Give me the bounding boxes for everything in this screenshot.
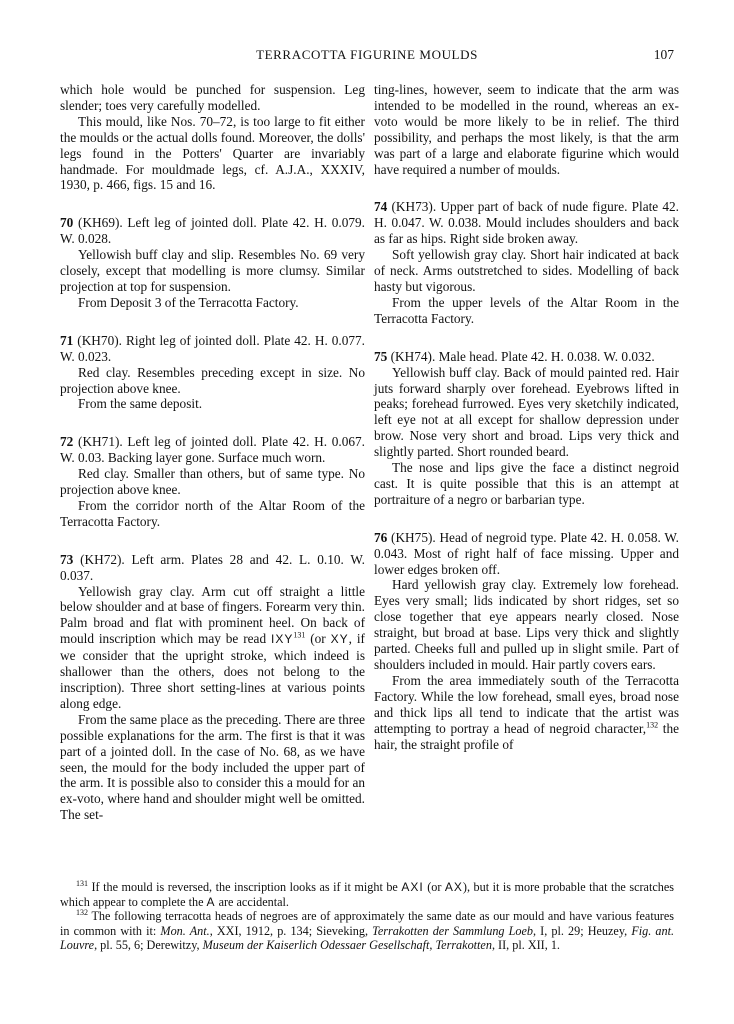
footnote-131: $^{131}$ If the mould is reversed, the inscription looks as if it might be AXI (or AX), but it is more probable that the scratches which appear to complete the A are accidental. [60,878,674,909]
catalog-entry-75 [374,349,679,508]
entry-number: 74 [374,199,388,215]
continued-text: ting-lines, however, seem to indicate that the arm was intended to be modelled in the round, whereas an ex-voto would be more likely to be in relief. The third possibility, and perhaps the most likely, is that the arm was part of a large and elaborate figurine which would have required a number of moulds. [374,82,679,177]
entry-provenance: From the corridor north of the Altar Room of the Terracotta Factory. [60,497,365,529]
entry-heading: (KH73). Upper part of back of nude figure. Plate 42. H. 0.047. W. 0.038. Mould includes shoulders and back as far as hips. Right side broken away. [374,199,680,247]
entry-provenance: From the same deposit. [78,396,203,412]
entry-number: 71 [60,332,74,348]
entry-number: 75 [374,348,388,364]
catalog-entry-72 [60,434,365,529]
page-number: 107 [653,47,674,62]
entry-number: 73 [60,551,74,567]
catalog-entry-70 [60,215,365,310]
page-header [60,47,674,69]
footnote-ref-131[interactable]: 131 [293,630,306,640]
entry-description: Red clay. Smaller than others, but of same type. No projection above knee. [60,466,365,498]
running-title: TERRACOTTA FIGURINE MOULDS [256,47,478,62]
entry-provenance: From Deposit 3 of the Terracotta Factory. [78,294,299,310]
catalog-entry-71 [60,333,365,413]
footnotes [60,880,674,953]
left-column [60,82,365,823]
entry-heading: (KH72). Left arm. Plates 28 and 42. L. 0.10. W. 0.037. [60,551,366,583]
footnote-mark: 132 [76,908,88,918]
entry-discussion: The nose and lips give the face a distinct negroid cast. It is quite possible that this is an attempt at portraiture of a negro or barbarian type. [374,460,679,507]
right-column [374,82,679,752]
catalog-entry-76 [374,530,679,753]
inscription: IXY [271,632,294,647]
entry-heading: (KH71). Left leg of jointed doll. Plate 42. H. 0.067. W. 0.03. Backing layer gone. Surface much worn. [60,434,366,466]
entry-provenance: From the upper levels of the Altar Room in the Terracotta Factory. [374,294,679,326]
entry-discussion: From the area immediately south of the Terracotta Factory. While the low forehead, small eyes, broad nose and thick lips all tend to indicate that the artist was attempting to portray a head of negroid character,$^{132}$ the hair, the straight profile of [374,672,680,752]
entry-description: Yellowish buff clay and slip. Resembles No. 69 very closely, except that modelling is more clumsy. Similar projection at top for suspension. [60,247,365,294]
continued-text: which hole would be punched for suspension. Leg slender; toes very carefully modelled. [60,82,365,113]
entry-description: Soft yellowish gray clay. Short hair indicated at back of neck. Arms outstretched to sides. Modelling of back hasty but vigorous. [374,247,679,294]
catalog-entry-73 [60,552,365,823]
entry-number: 70 [60,215,74,231]
entry-description: Yellowish gray clay. Arm cut off straight a little below shoulder and at base of fingers. Forearm very thin. Palm broad and flat with prominent heel. On back of mould inscription which may be read IXY$^{131}$ (or XY, if we consider that the upright stroke, which indeed is shallower than the others, does not belong to the inscription). Three short setting-lines at various points along edge. [60,583,365,711]
footnote-132: $^{132}$ The following terracotta heads of negroes are of approximately the same date as our mould and have various features in common with it: Mon. Ant., XXI, 1912, p. 134; Sieveking, Terrakotten der Sammlung Loeb, I, pl. 29; Heuzey, Fig. ant. Louvre, pl. 55, 6; Derewitzy, Museum der Kaiserlich Odessaer Gesellschaft, Terrakotten, II, pl. XII, 1. [60,908,675,953]
entry-heading: (KH75). Head of negroid type. Plate 42. H. 0.058. W. 0.043. Most of right half of face missing. Upper and lower edges broken off. [374,529,680,577]
entry-description: Red clay. Resembles preceding except in size. No projection above knee. [60,364,365,396]
entry-heading: (KH70). Right leg of jointed doll. Plate 42. H. 0.077. W. 0.023. [60,332,365,364]
entry-heading: (KH69). Left leg of jointed doll. Plate 42. H. 0.079. W. 0.028. [60,215,366,247]
entry-number: 76 [374,529,388,545]
paragraph: This mould, like Nos. 70–72, is too large to fit either the moulds or the actual dolls found. Moreover, the dolls' legs found in the Potters' Quarter are invariably handmade. For mouldmade legs, cf. A.J.A., XXXIV, 1930, p. 466, figs. 15 and 16. [60,113,365,193]
entry-discussion: From the same place as the preceding. There are three possible explanations for the arm. The first is that it was part of a jointed doll. In the case of No. 68, as we have seen, the mould for the body included the upper part of the arm. It is possible also to consider this a mould for an ex-voto, where hand and shoulder might well be omitted. The set- [60,711,365,823]
entry-number: 72 [60,434,74,450]
entry-description: Hard yellowish gray clay. Extremely low forehead. Eyes very small; lids indicated by short ridges, set so close together that eye appears nearly closed. Nose straight, but broad at base. Lips very thick and slightly parted. Cheeks full and pulled up in slight smile. Part of shoulders included in mould. Hair partly covers ears. [374,577,679,672]
footnote-ref-132[interactable]: 132 [646,720,659,730]
footnote-mark: 131 [76,878,88,888]
catalog-entry-74 [374,199,679,326]
inscription-alt: XY [330,632,349,647]
entry-description: Yellowish buff clay. Back of mould painted red. Hair juts forward sharply over forehead. Eyebrows lifted in peaks; forehead furrowed. Eyes very sketchily indicated, left eye not at all except for shallow depression under brow. Nose very short and broad. Lips very thick and slightly parted. Short rounded beard. [374,364,679,460]
entry-heading: (KH74). Male head. Plate 42. H. 0.038. W. 0.032. [390,348,655,364]
